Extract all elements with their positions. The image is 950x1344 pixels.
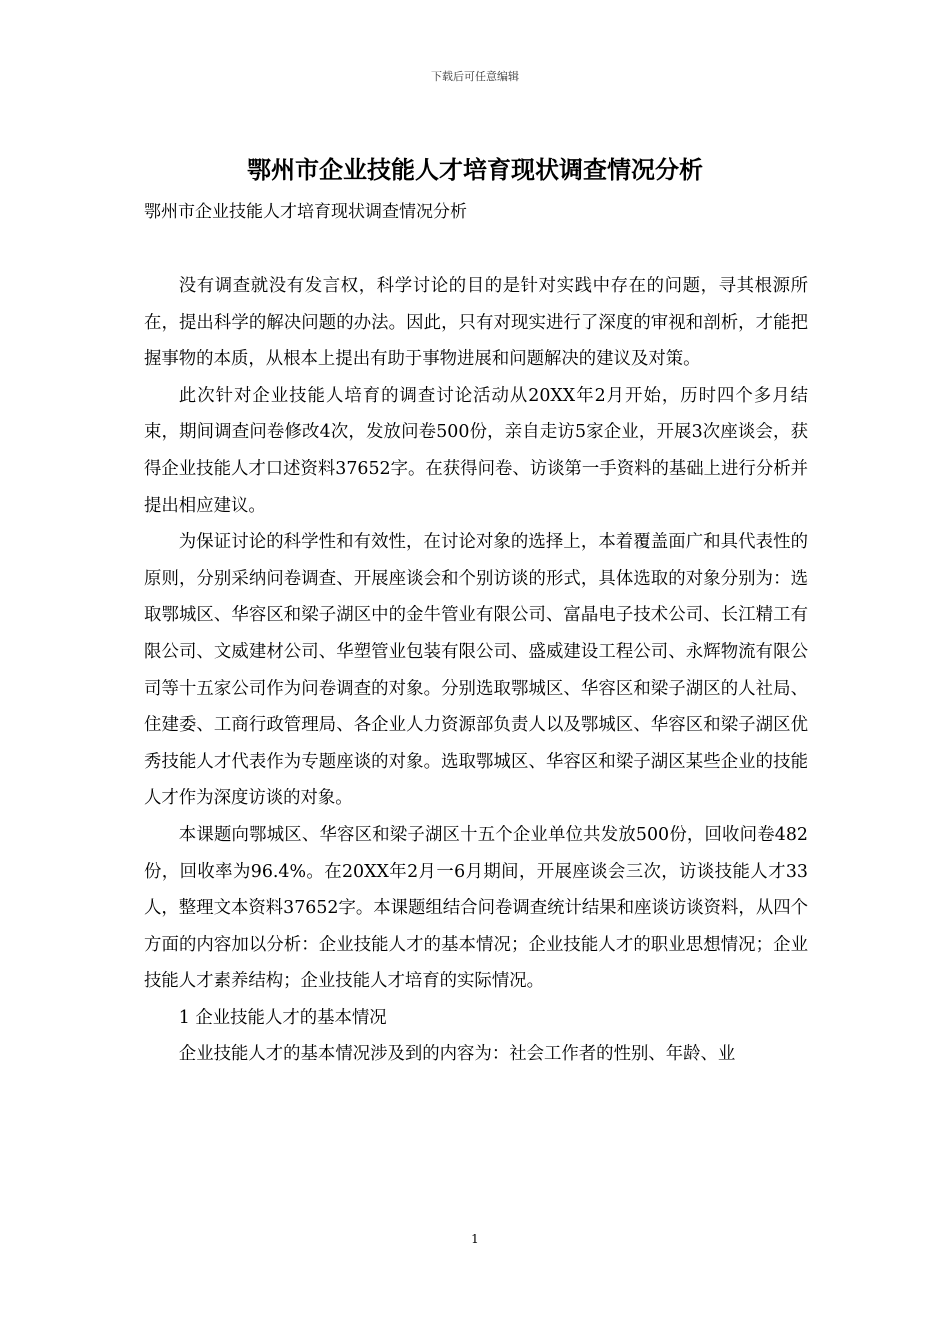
- paragraph-2: 此次针对企业技能人培育的调查讨论活动从20XX年2月开始，历时四个多月结束，期间调查问卷修改4次，发放问卷500份，亲自走访5家企业，开展3次座谈会，获得企业技能人才口述资料37652字。在获得问卷、访谈第一手资料的基础上进行分析并提出相应建议。: [144, 385, 808, 516]
- paragraph-5: 企业技能人才的基本情况涉及到的内容为：社会工作者的性别、年龄、业: [178, 1044, 736, 1065]
- page-number: 1: [471, 1232, 479, 1246]
- paragraph-3: 为保证讨论的科学性和有效性，在讨论对象的选择上，本着覆盖面广和具代表性的原则，分别采纳问卷调查、开展座谈会和个别访谈的形式，具体选取的对象分别为：选取鄂城区、华容区和梁子湖区中的金牛管业有限公司、富晶电子技术公司、长江精工有限公司、文威建材公司、华塑管业包装有限公司、盛威建设工程公司、永辉物流有限公司等十五家公司作为问卷调查的对象。分别选取鄂城区、华容区和梁子湖区的人社局、住建委、工商行政管理局、各企业人力资源部负责人以及鄂城区、华容区和梁子湖区优秀技能人才代表作为专题座谈的对象。选取鄂城区、华容区和梁子湖区某些企业的技能人才作为深度访谈的对象。: [144, 532, 808, 809]
- paragraph-4: 本课题向鄂城区、华容区和梁子湖区十五个企业单位共发放500份，回收问卷482份，回收率为96.4%。在20XX年2月一6月期间，开展座谈会三次，访谈技能人才33人，整理文本资料37652字。本课题组结合问卷调查统计结果和座谈访谈资料，从四个方面的内容加以分析：企业技能人才的基本情况；企业技能人才的职业思想情况；企业技能人才素养结构；企业技能人才培育的实际情况。: [144, 824, 808, 992]
- section-heading-1: 1 企业技能人才的基本情况: [178, 1007, 387, 1028]
- header-note: 下载后可任意编辑: [431, 70, 519, 83]
- paragraph-1: 没有调查就没有发言权，科学讨论的目的是针对实践中存在的问题，寻其根源所在，提出科学的解决问题的办法。因此，只有对现实进行了深度的审视和剖析，才能把握事物的本质，从根本上提出有助于事物进展和问题解决的建议及对策。: [144, 276, 808, 370]
- document-body: [144, 268, 808, 1073]
- document-title: 鄂州市企业技能人才培育现状调查情况分析: [247, 155, 703, 184]
- document-subtitle: 鄂州市企业技能人才培育现状调查情况分析: [144, 202, 467, 222]
